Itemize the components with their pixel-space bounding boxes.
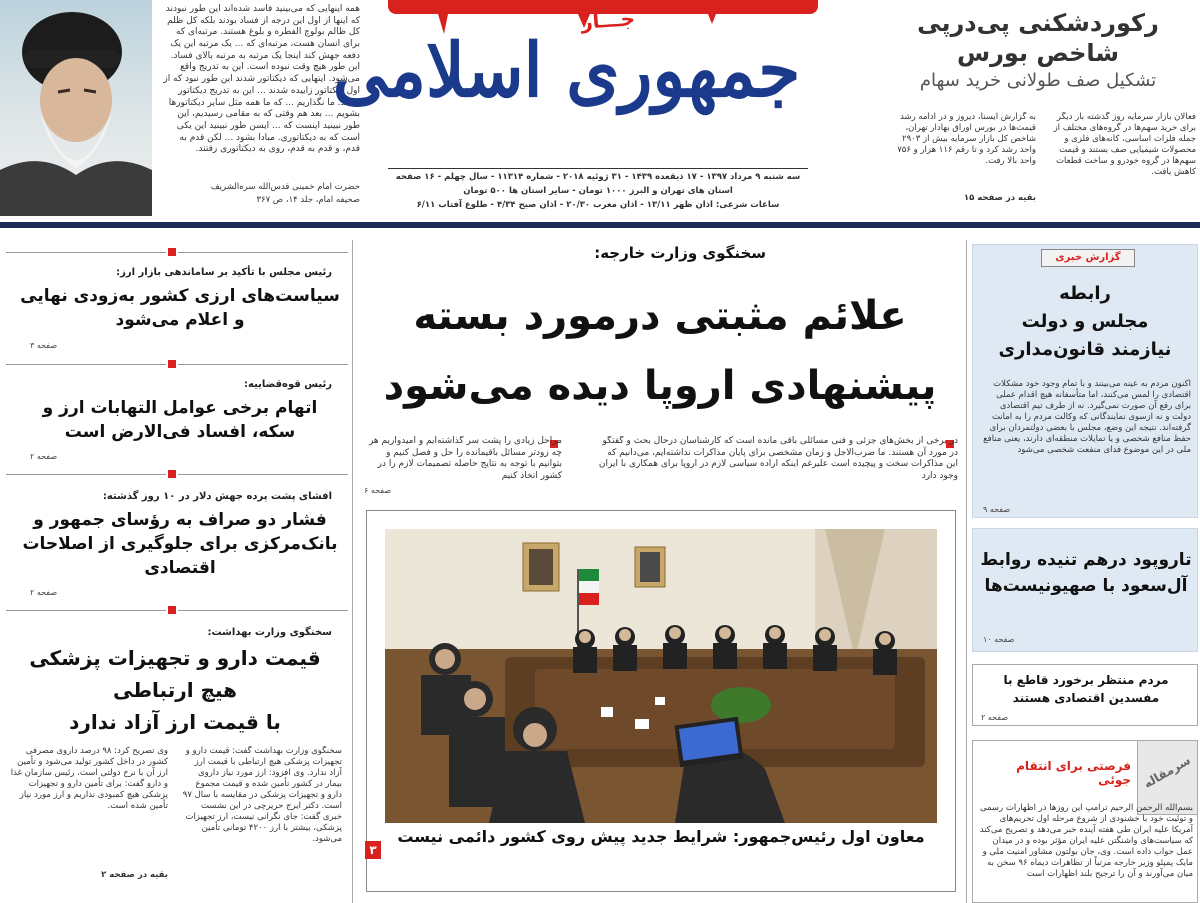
photo-frame [366,510,956,892]
red-marker [168,360,176,368]
red-marker [168,470,176,478]
masthead-info [388,168,808,214]
price-line: استان های تهران و البرز ۱۰۰۰ تومان - سایر استان ها ۵۰۰ تومان [463,186,733,197]
story-kicker: رئیس قوه‌قضاییه: [244,379,332,390]
lead-body-right: در برخی از بخش‌های جزئی و فنی مسائلی باقی مانده است که کارشناسان درحال بحث و گفتگو در مورد آن هستند. ما ضرب‌الاجل و زمان مشخصی برای پایان مذاکرات نداشته‌ایم، می‌دانیم که این مذاکرات سخت و پیچیده است علیرغم اینکه اراده سیاسی لازم در اروپا برای همکاری با ایران وجود دارد [598,436,958,482]
story-title-line[interactable]: هیچ ارتباطی [112,678,238,702]
left-column [0,240,350,903]
story-kicker: سخنگوی وزارت بهداشت: [207,627,332,638]
top-right-story[interactable] [880,0,1196,215]
newspaper-title: جمهوری اسلامی [332,28,801,114]
story-col-b: به گزارش ایسنا، دیروز و در ادامه رشد قیمت‌ها در بورس اوراق بهادار تهران، شاخص کل بازار سرمایه بیش از ۲۹۰۳ واحد رشد کرد و تا رقم ۱۱۶ هزار و ۷۵۶ واحد بالا رفت. [897,112,1036,167]
story-body: وی تصریح کرد: ۹۸ درصد داروی مصرفی کشور در داخل کشور تولید می‌شود و تأمین ارز آن با نرخ دولتی است. رئیس سازمان غذا و دارو گفت: برای تأمین دارو و تجهیزات پزشکی هیچ کمبودی نداریم و ارز مورد نیاز تأمین شده است. [10,746,168,812]
divider [6,252,166,253]
editorial-box[interactable] [972,740,1198,903]
page-ref[interactable]: صفحه ۶ [364,486,392,495]
report-body: اکنون مردم به عینه می‌بینند و با تمام وجود خود مشکلات اقتصادی را لمس می‌کنند، اما متأسفانه هیچ اقدام عملی برای رفع آن صورت نمی‌گیرد. نه از طرف تیم اقتصادی دولت و نه ازسوی نمایندگانی که وکالت مردم را به امانت گرفته‌اند. نتیجه این وضع، مجلس با بعضی دولتمردان برای حفظ منافع شخصی و یا تمایلات منطقه‌ای دارند، یعنی منافع ملی در این موضوع فدای منفعت شخصی می‌شود [983,379,1191,456]
divider [178,252,348,253]
report-title-2: مجلس و دولت [1021,311,1149,332]
story-title[interactable]: سیاست‌های ارزی کشور به‌زودی نهایی و اعلام می‌شود [20,286,340,330]
quote-source: حضرت امام خمینی قدس‌الله سره‌الشریف [210,182,360,192]
story-title-line[interactable]: با قیمت ارز آزاد ندارد [69,710,281,734]
story3-title: مردم منتظر برخورد قاطع با مفسدین اقتصادی هستند [1003,673,1169,705]
red-marker [168,606,176,614]
story-kicker: رئیس مجلس با تأکید بر ساماندهی بازار ارز: [116,267,332,278]
divider [6,610,166,611]
lead-title-line-1: علائم مثبتی درمورد بسته [413,293,907,339]
stamp-label: جـــار [580,6,636,34]
lead-title-line-2: پیشنهادی اروپا دیده می‌شود [383,363,937,409]
page-number-badge [365,841,381,859]
page-number: ۳ [369,843,377,857]
divider [178,474,348,475]
story-box-3[interactable] [972,664,1198,726]
lead-kicker: سخنگوی وزارت خارجه: [594,244,766,262]
meeting-photo[interactable] [385,529,937,823]
column-rule [352,240,353,903]
report-tag: گزارش خبری [1041,249,1135,267]
divider [6,364,166,365]
quote-ref: صحیفه امام، جلد ۱۴، ص ۳۶۷ [256,195,360,205]
date-line: سه شنبه ۹ مرداد ۱۳۹۷ - ۱۷ ذیقعده ۱۴۳۹ - ۳۱ ژوئیه ۲۰۱۸ - شماره ۱۱۳۱۴ - سال چهلم - ۱۶ صفحه [395,172,801,182]
story-title[interactable]: فشار دو صراف به رؤسای جمهور و بانک‌مرکزی برای جلوگیری از اصلاحات اقتصادی [22,510,338,578]
editorial-body: بسم‌الله الرحمن الرحیم ترامپ این روزها در اظهارات رسمی و توئیت خود با خشنودی از شروع مرحله اول تحریم‌های آمریکا علیه ایران طی هفته آینده خبر می‌دهد و تصریح می‌کند که سیاست‌های واشنگتن علیه ایران مؤثر بوده و در میدان عمل جواب داده است. وی، جان بولتون مشاور امنیت ملی و مایک پمپئو وزیر خارجه مرتباً از تظاهرات دیماه ۹۶ سخن به میان می‌آورند و آن را ترجیح بلند اظهارات است [979,803,1193,880]
page-ref[interactable]: صفحه ۹ [983,505,1011,514]
story-title[interactable]: اتهام برخی عوامل التهابات ارز و سکه، افساد فی‌الارض است [42,398,318,442]
story-continued[interactable]: بقیه در صفحه ۲ [101,870,168,880]
page-ref[interactable]: صفحه ۳ [30,341,58,350]
quote-text: همه اینهایی که می‌بینید فاسد شده‌اند این طور نبودند که اینها از اول این درجه از فساد بودند بلکه کل ظلم کل ظالم بولوچ الفطره و بلوغ هستند. مرتبه‌ای که برای انسان هست، مرتبه‌ای که ... یک مرتبه این یک دفعه جهش کند اینجا یک مرتبه به مرتبه بالای فساد. این طور هیچ وقت نبوده است. این به تدریج واقع می‌شود. اینهایی که دیکتاتور شدند این طور نبود که از اول دیکتاتور زاییده شدند ... این به تدریج دیکتاتور شدند. ما نگذاریم ... که ما همه مثل سایر دیکتاتورها بشویم ... بعد هم وقتی که به مقامی رسیدیم، این طور نبینید اینست که ... ایسن طور نبینید این یکی است که به دیکتاتوری. مبادا بشود ... لکن قدم به قدم، و قدم به قدم، روی به دیکتاتوری رفتند. [163,4,360,155]
page-ref[interactable]: صفحه ۲ [30,588,58,597]
story2-title: تاروپود درهم تنیده روابط آل‌سعود با صهیونیست‌ها [980,550,1192,596]
story-headline-1: رکوردشکنی پی‌درپی [917,9,1159,37]
editorial-tag-text: سرمقاله [1141,753,1193,791]
divider [178,364,348,365]
page-ref[interactable]: صفحه ۲ [30,452,58,461]
report-box[interactable] [972,244,1198,518]
report-title-1: رابطه [1059,283,1111,304]
page-ref[interactable]: صفحه ۱۰ [983,635,1015,644]
story-box-2[interactable] [972,528,1198,652]
story-kicker: افشای پشت پرده جهش دلار در ۱۰ روز گذشته: [102,491,332,502]
story-subheadline: تشکیل صف طولانی خرید سهام [919,70,1157,91]
prayer-times: ساعات شرعی: اذان ظهر ۱۳/۱۱ - اذان مغرب ۲۰/۳۰ - اذان صبح ۴/۳۴ - طلوع آفتاب ۶/۱۱ [416,200,780,211]
red-marker [168,248,176,256]
photo-caption: معاون اول رئیس‌جمهور: شرایط جدید پیش روی کشور دائمی نیست [397,827,925,846]
story-col-a: فعالان بازار سرمایه روز گذشته بار دیگر برای خرید سهم‌ها در گروه‌های مختلف از جمله فلزات اساسی، کانه‌های فلزی و محصولات شیمیایی صف بستند و قیمت سهم‌ها در گروه خودرو و ساخت قطعات کاهش یافت. [1053,112,1196,178]
masthead-logo [332,0,818,168]
report-title-3: نیازمند قانون‌مداری [998,339,1172,360]
story-headline-2: شاخص بورس [957,39,1119,67]
lead-body-left: مراحل زیادی را پشت سر گذاشته‌ایم و امیدواریم هر چه زودتر مسائل باقیمانده را حل و فصل کنیم و بتوانیم با توجه به نتایج حاصله تصمیمات لازم را در کشور اتخاذ کنیم [368,436,562,482]
quote-box [0,0,365,218]
divider [6,474,166,475]
khomeini-portrait [0,0,152,216]
story-title-line[interactable]: قیمت دارو و تجهیزات پزشکی [29,646,321,670]
page-ref[interactable]: صفحه ۲ [981,713,1009,722]
story-continued[interactable]: بقیه در صفحه ۱۵ [963,193,1036,203]
story-body: سخنگوی وزارت بهداشت گفت: قیمت دارو و تجهیزات پزشکی هیچ ارتباطی با قیمت ارز آزاد ندارد. وی افزود: ارز مورد نیاز داروی بیمار در کشور تأمین شده و قیمت مجموع دارو و تجهیزات پزشکی در مقایسه با سال ۹۷ است. دکتر ایرج حریرچی در این نشست خبری گفت: جای نگرانی نیست، ارز تجهیزات پزشکی، بیشتر با ارز ۴۲۰۰ تومانی تأمین می‌شود. [182,746,342,845]
editorial-title: فرصتی برای انتقام جوئی [1016,759,1131,787]
column-rule [966,240,967,903]
lead-story[interactable] [358,240,962,903]
right-column [972,240,1200,903]
masthead-rule [0,222,1200,228]
divider [178,610,348,611]
